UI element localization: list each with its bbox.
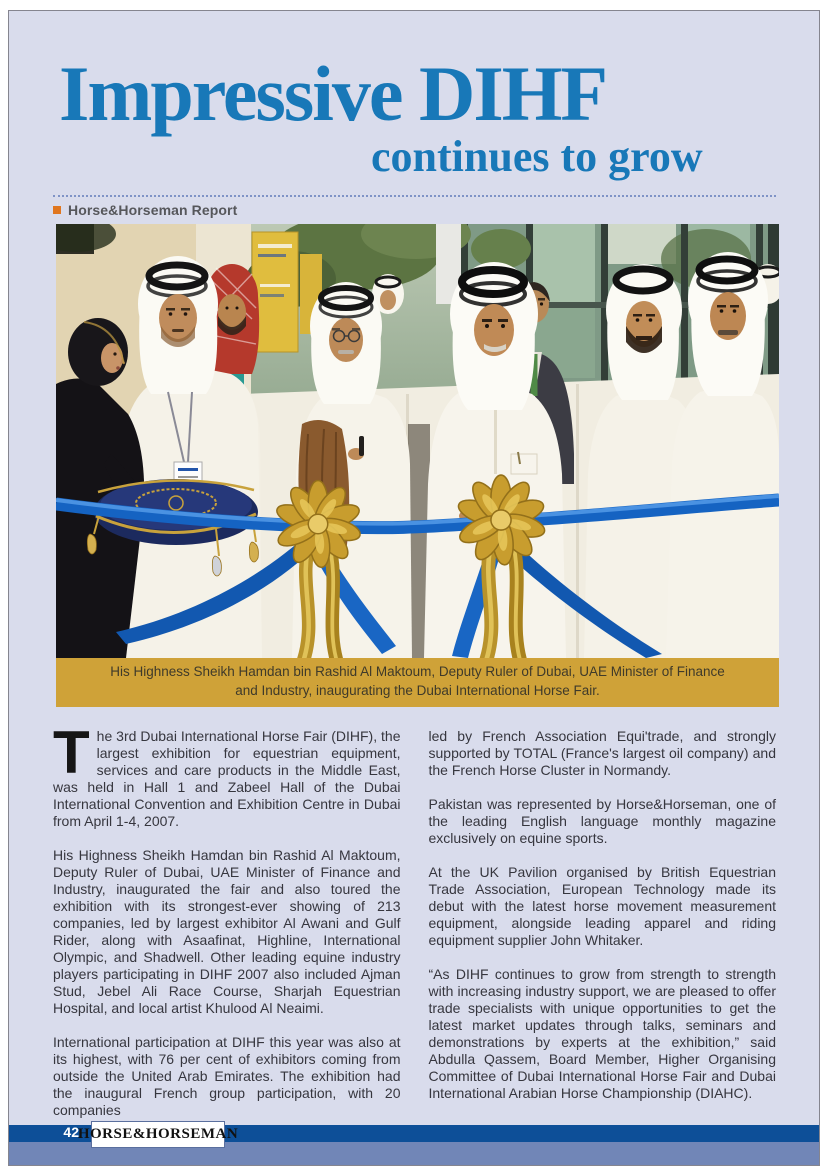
photo-caption (56, 658, 779, 707)
paragraph: led by French Association Equi'trade, and strongly supported by TOTAL (France's largest oil company) and the French Horse Cluster in Normandy. (428, 727, 776, 778)
paragraph: “As DIHF continues to grow from strength to strength with increasing industry support, we are pleased to offer trade specialists with unique opportunities to get the latest market updates through talks, seminars and demonstrations by experts at the exhibition,” said Abdulla Qassem, Board Member, Higher Organising Committee of Dubai International Horse Fair and Dubai International Arabian Horse Championship (DIAHC). (428, 965, 776, 1101)
ceremony-photo (56, 224, 779, 707)
photo-caption-text: His Highness Sheikh Hamdan bin Rashid Al Maktoum, Deputy Ruler of Dubai, UAE Minister of Finance and Industry, inaugurating the Dubai International Horse Fair. (110, 664, 725, 698)
bullet-icon (53, 206, 61, 214)
page-title: Impressive DIHF (59, 50, 607, 137)
right-column (429, 728, 777, 1136)
paragraph: International participation at DIHF this year was also at its highest, with 76 per cent of exhibitors coming from outside the United Arab Emirates. The exhibition had the inaugural French group participation, with 20 companies (53, 1033, 401, 1118)
paragraph: The 3rd Dubai International Horse Fair (DIHF), the largest exhibition for equestrian equipment, services and care products in the Middle East, was held in Hall 1 and Zabeel Hall of the Dubai International Convention and Exhibition Centre in Dubai from April 1-4, 2007. (53, 718, 401, 829)
magazine-logo-text: HORSE&HORSEMAN (77, 1126, 239, 1142)
ceremony-photo-illustration (56, 224, 779, 658)
magazine-logo (77, 1121, 239, 1148)
dotted-divider (53, 195, 776, 197)
dropcap: T (53, 718, 90, 786)
paragraph: Pakistan was represented by Horse&Horseman, one of the leading English language monthly magazine exclusively on equine sports. (428, 795, 776, 846)
paragraph: At the UK Pavilion organised by British Equestrian Trade Association, European Technology made its debut with the latest horse movement measurement equipment, alongside leading apparel and riding equipment supplier John Whitaker. (428, 863, 776, 948)
article-body (53, 718, 776, 1136)
byline-label: Horse&Horseman Report (68, 202, 238, 219)
left-column (53, 718, 401, 1136)
page-subtitle: continues to grow (371, 132, 703, 182)
page-number: 42 (63, 1124, 79, 1140)
page-content-area (8, 10, 820, 1166)
paragraph: His Highness Sheikh Hamdan bin Rashid Al Maktoum, Deputy Ruler of Dubai, UAE Minister of Finance and Industry, inaugurated the fair and also toured the exhibition with its strongest-ever showing of 213 companies, led by largest exhibitor Al Awani and Gulf Rider, along with Asaafinat, Highline, International Olympic, and Shadwell. Other leading equine industry players participating in DIHF 2007 also included Ajman Stud, Jebel Ali Race Course, Sharjah Equestrian Hospital, and local artist Khulood Al Neaimi. (53, 846, 401, 1016)
byline (53, 202, 776, 218)
